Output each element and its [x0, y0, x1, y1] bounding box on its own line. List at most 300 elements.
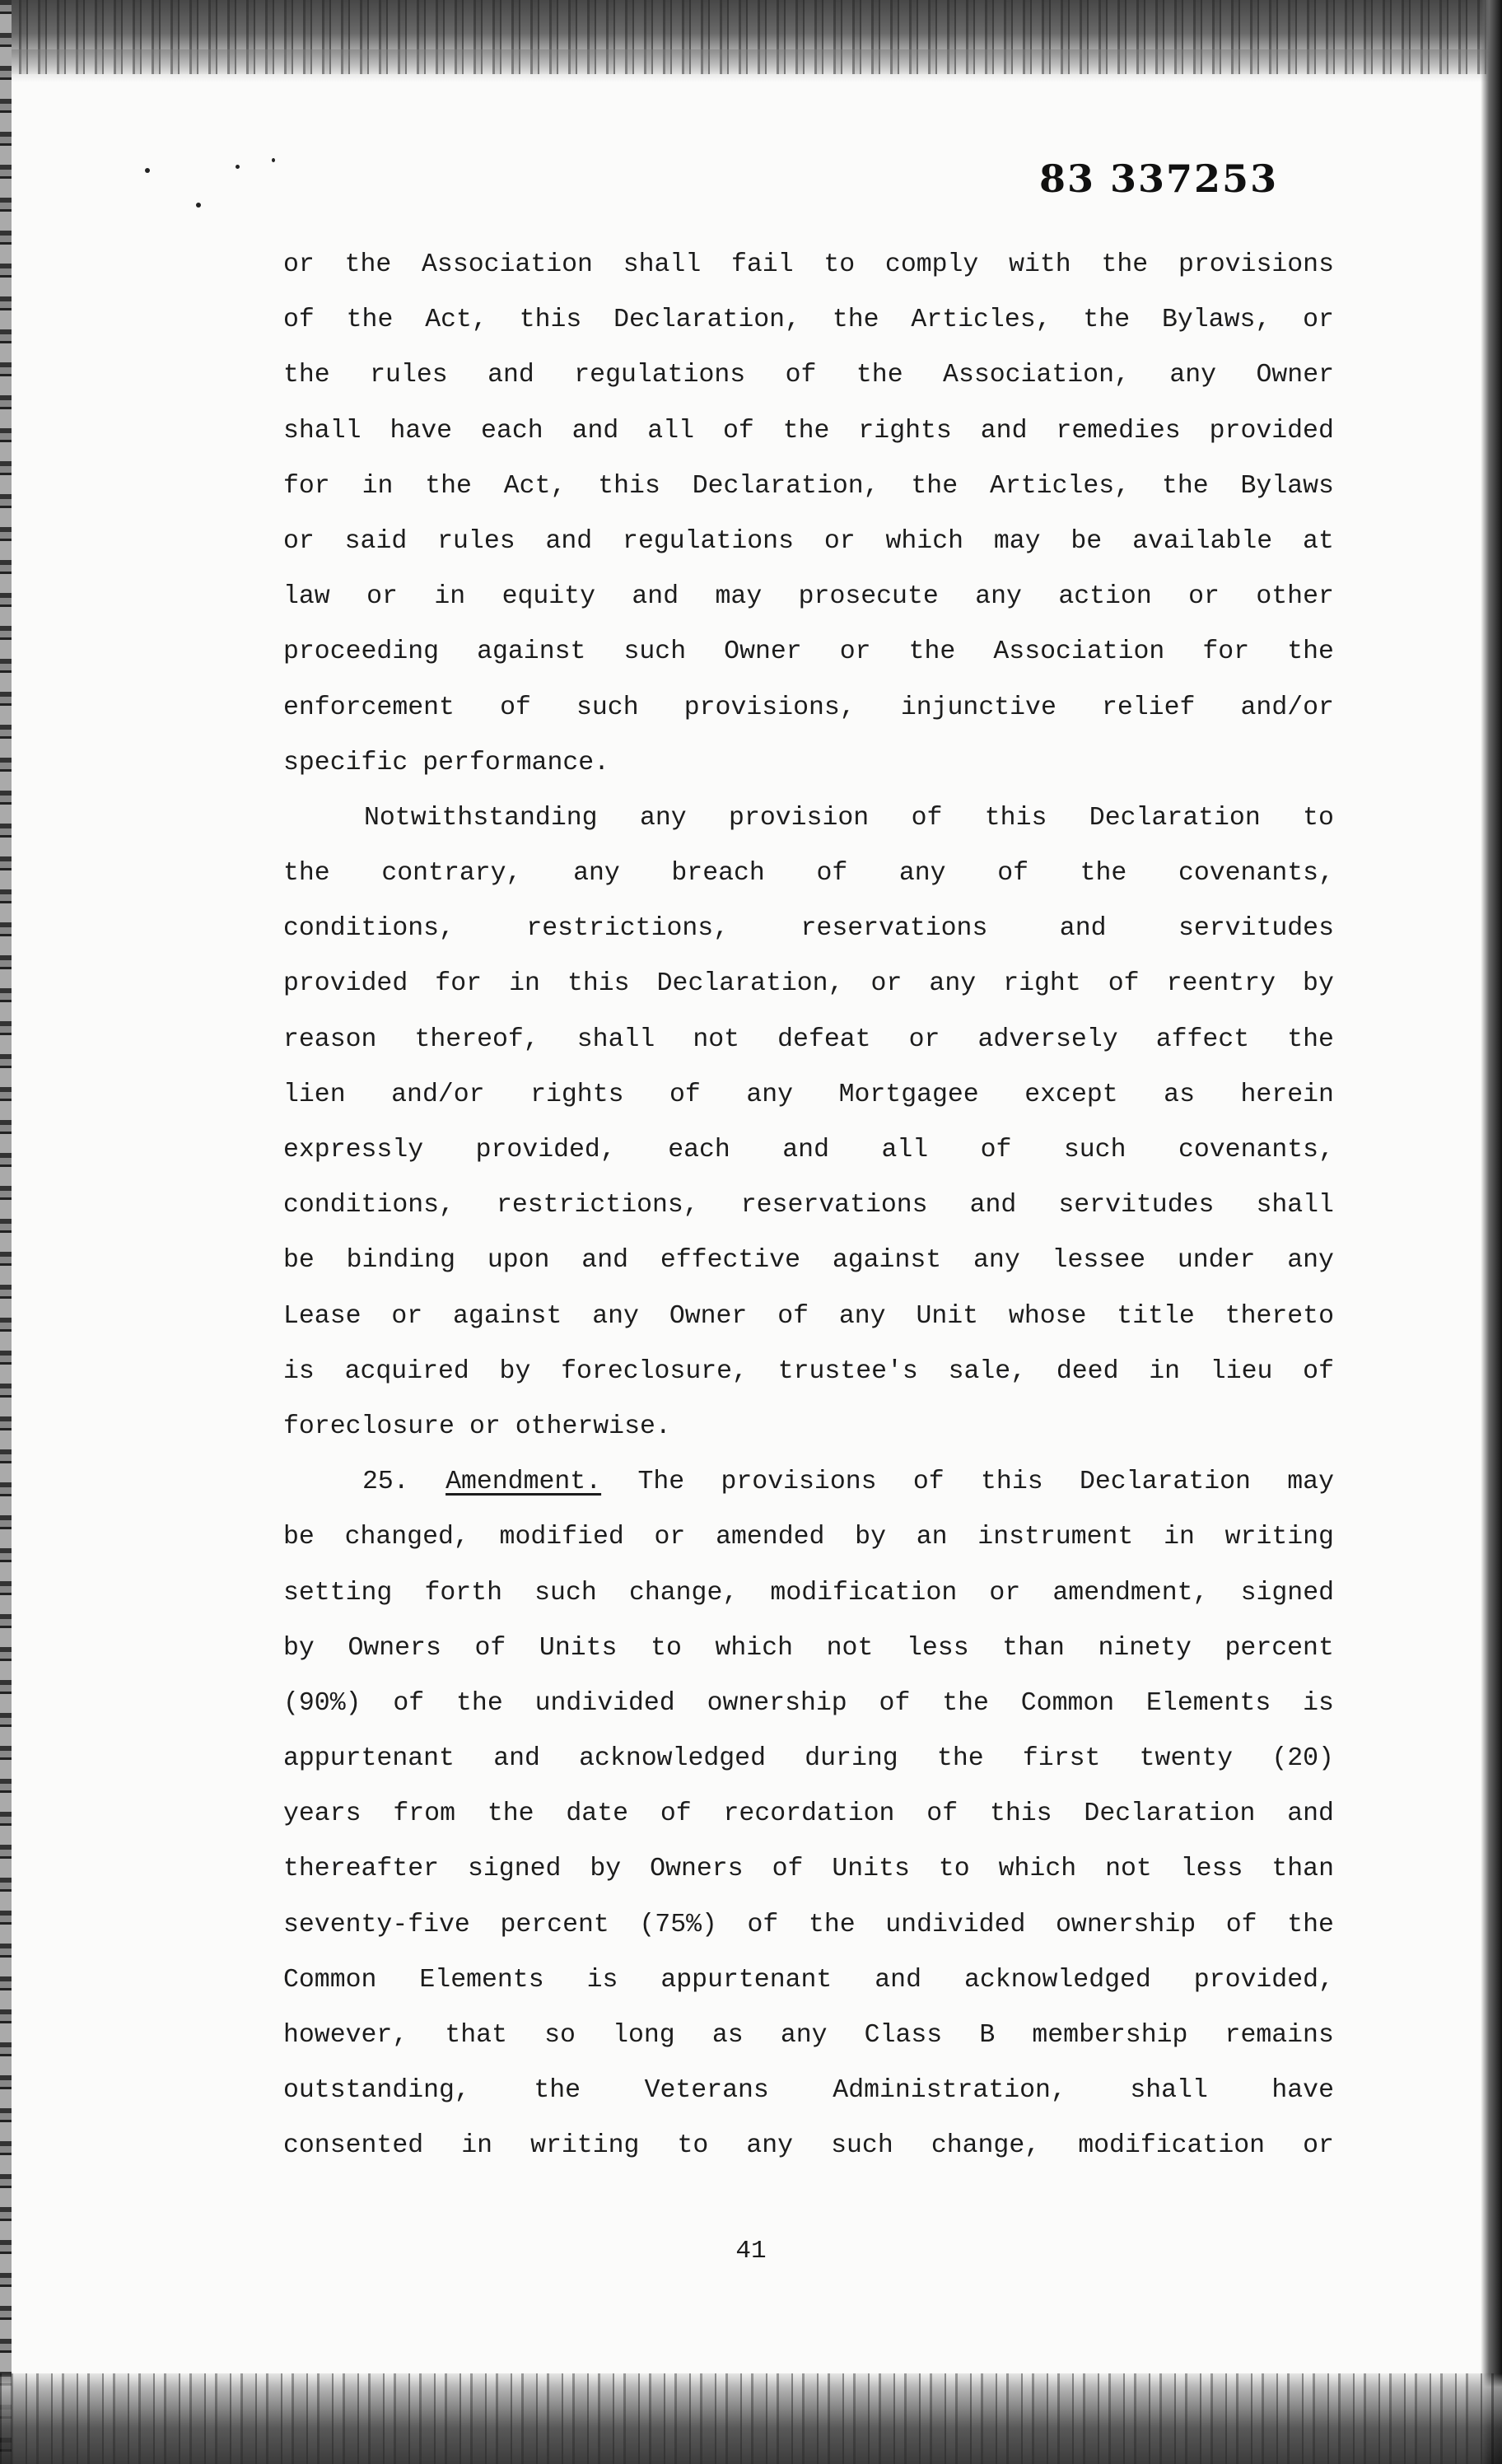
scan-speck: [272, 158, 275, 162]
word: expressly: [283, 1136, 424, 1164]
word: (20): [1271, 1744, 1334, 1774]
word: may: [715, 582, 763, 612]
word: or: [1188, 582, 1220, 612]
word: sale,: [948, 1356, 1027, 1386]
word: this: [981, 1468, 1043, 1497]
scan-speck: [196, 203, 201, 208]
word: Association,: [943, 361, 1130, 390]
text-line: [283, 1676, 1334, 1731]
word: (75%): [639, 1910, 717, 1939]
word: defeat: [777, 1024, 871, 1054]
word: foreclosure: [283, 1412, 455, 1441]
word: and: [1059, 914, 1107, 944]
word: Bylaws: [1240, 471, 1334, 501]
scan-noise-bottom: [0, 2373, 1502, 2464]
word: Declaration: [1080, 1468, 1251, 1497]
word: lessee: [1052, 1246, 1145, 1276]
word: may: [1287, 1468, 1334, 1497]
word: the: [1287, 637, 1334, 667]
text-line: [283, 846, 1334, 901]
word: of: [393, 1688, 425, 1718]
word: writing: [530, 2131, 640, 2161]
word: Lease: [283, 1301, 362, 1331]
text-line: [283, 237, 1334, 292]
word: such: [576, 693, 639, 722]
word: and: [571, 416, 619, 446]
word: title: [1117, 1301, 1195, 1331]
word: The: [637, 1468, 685, 1497]
word: or: [391, 1301, 423, 1331]
word: Mortgagee: [838, 1080, 979, 1109]
scan-speck: [236, 165, 240, 169]
word: reservations: [740, 1191, 928, 1220]
word: reservations: [800, 914, 988, 944]
word: rules: [370, 361, 448, 390]
word: change,: [628, 1578, 739, 1608]
word: Articles,: [989, 471, 1131, 501]
word: of: [747, 1910, 779, 1939]
word: to: [651, 1633, 682, 1663]
word: the: [908, 637, 956, 667]
word: Articles,: [911, 306, 1052, 335]
word: with: [1009, 250, 1071, 279]
text-line: [283, 956, 1334, 1011]
word: Declaration,: [613, 306, 800, 335]
word: outstanding,: [283, 2076, 470, 2106]
word: acknowledged: [963, 1965, 1151, 1995]
text-line: [283, 901, 1334, 956]
word: for: [283, 471, 330, 501]
word: said: [344, 526, 408, 556]
word: in: [509, 969, 540, 999]
word: provisions,: [683, 693, 856, 722]
text-line: [283, 1399, 1334, 1454]
word: conditions,: [283, 914, 455, 944]
word: thereof,: [414, 1024, 539, 1054]
text-line: [283, 624, 1334, 679]
word: Common: [283, 1965, 377, 1995]
word: which: [715, 1633, 794, 1663]
word: of: [1108, 969, 1140, 999]
word: the: [808, 1910, 856, 1939]
word: and/or: [391, 1080, 485, 1109]
word: first: [1022, 1744, 1101, 1774]
word: Declaration: [1089, 803, 1261, 833]
word: shall: [1256, 1191, 1334, 1220]
word: ownership: [707, 1688, 847, 1718]
word: be: [283, 1523, 315, 1552]
word: amended: [716, 1523, 825, 1552]
word: modification: [770, 1578, 958, 1608]
word: during: [805, 1744, 898, 1774]
text-line: [283, 1344, 1334, 1399]
word: enforcement: [283, 693, 455, 722]
word: the: [346, 306, 394, 335]
word: the: [1083, 306, 1131, 335]
word: membership: [1032, 2021, 1188, 2050]
word: the: [1287, 1024, 1334, 1054]
word: or: [823, 526, 856, 556]
word: recordation: [723, 1799, 895, 1829]
word: except: [1024, 1080, 1118, 1109]
word: and: [632, 582, 679, 612]
word: however,: [283, 2021, 408, 2050]
word: such: [534, 1578, 597, 1608]
word: of: [777, 1301, 809, 1331]
word: appurtenant: [660, 1965, 833, 1995]
word: covenants,: [1178, 1136, 1334, 1164]
word: amendment,: [1052, 1578, 1209, 1608]
word: the: [782, 416, 830, 446]
word: Owner: [724, 637, 802, 667]
word: relief: [1101, 693, 1196, 722]
word: consented: [283, 2131, 424, 2161]
word: of: [911, 803, 943, 833]
word: by: [855, 1523, 886, 1552]
text-line: [283, 2008, 1334, 2063]
word: adversely: [977, 1024, 1118, 1054]
word: this: [519, 306, 582, 335]
word: in: [1149, 1356, 1181, 1386]
word: other: [1256, 582, 1334, 612]
word: which: [998, 1855, 1077, 1884]
word: is: [1303, 1688, 1334, 1718]
word: breach: [671, 859, 765, 889]
word: restrictions,: [496, 1191, 699, 1220]
word: setting: [283, 1578, 393, 1608]
word: of: [1303, 1356, 1334, 1386]
word: Units: [832, 1855, 910, 1884]
word: reason: [283, 1024, 377, 1054]
word: lien: [283, 1080, 346, 1109]
word: rules: [437, 526, 515, 556]
word: than: [1271, 1855, 1334, 1884]
word: by: [1303, 969, 1334, 999]
word: law: [283, 582, 330, 612]
word: all: [647, 416, 695, 446]
word: the: [283, 361, 330, 390]
word: this: [989, 1799, 1052, 1829]
word: appurtenant: [283, 1744, 455, 1774]
word: Administration,: [833, 2076, 1066, 2106]
text-line: [283, 2118, 1334, 2173]
word: any: [746, 2131, 794, 2161]
word: any: [838, 1301, 886, 1331]
word: of: [1225, 1910, 1257, 1939]
word: any: [573, 859, 620, 889]
word: of: [500, 693, 531, 722]
word: the: [456, 1688, 503, 1718]
word: action: [1058, 582, 1152, 612]
word: under: [1177, 1246, 1256, 1276]
word: thereto: [1224, 1301, 1334, 1331]
word: twenty: [1139, 1744, 1234, 1774]
word: signed: [1240, 1578, 1334, 1608]
word: regulations: [574, 361, 746, 390]
word: or: [469, 1412, 501, 1441]
word: from: [393, 1799, 455, 1829]
scan-noise-left: [0, 0, 12, 2464]
text-line: [283, 569, 1334, 624]
word: and/or: [1240, 693, 1334, 722]
document-body: [283, 237, 1334, 2174]
document-number: 83 337253: [1039, 156, 1279, 201]
word: fail: [730, 250, 794, 279]
word: that: [445, 2021, 507, 2050]
word: or: [366, 582, 398, 612]
word: changed,: [344, 1523, 469, 1552]
word: Owners: [348, 1633, 441, 1663]
word: any: [780, 2021, 828, 2050]
word: Act,: [425, 306, 487, 335]
text-line: [283, 514, 1334, 569]
word: servitudes: [1058, 1191, 1215, 1220]
word: modified: [499, 1523, 624, 1552]
word: against: [832, 1246, 942, 1276]
word: the: [1101, 250, 1149, 279]
word: undivided: [534, 1688, 675, 1718]
word: servitudes: [1178, 914, 1334, 944]
word: Veterans: [644, 2076, 769, 2106]
word: any: [592, 1301, 639, 1331]
section-number: 25.: [362, 1468, 409, 1497]
word: change,: [931, 2131, 1041, 2161]
word: long: [613, 2021, 675, 2050]
word: of: [912, 1468, 945, 1497]
word: to: [823, 250, 856, 279]
word: any: [975, 582, 1022, 612]
word: for: [435, 969, 483, 999]
word: or: [283, 250, 315, 279]
word: injunctive: [900, 693, 1057, 722]
word: is: [586, 1965, 618, 1995]
word: or: [1303, 2131, 1334, 2161]
word: shall: [623, 250, 702, 279]
text-line: [283, 348, 1334, 403]
word: reentry: [1166, 969, 1276, 999]
word: acquired: [344, 1356, 469, 1386]
word: the: [534, 2076, 581, 2106]
word: provided: [1209, 416, 1334, 446]
text-line: [283, 1786, 1334, 1841]
word: Elements: [419, 1965, 544, 1995]
word: deed: [1056, 1356, 1119, 1386]
word: of: [772, 1855, 804, 1884]
word: to: [677, 2131, 709, 2161]
word: the: [344, 250, 392, 279]
word: provision: [729, 803, 870, 833]
word: Association: [993, 637, 1165, 667]
text-line: [283, 1289, 1334, 1344]
word: in: [362, 471, 394, 501]
word: and: [1287, 1799, 1334, 1829]
word: of: [997, 859, 1029, 889]
word: as: [1164, 1080, 1195, 1109]
word: by: [499, 1356, 531, 1386]
text-line: [283, 1012, 1334, 1067]
word: specific: [283, 748, 408, 777]
word: the: [911, 471, 959, 501]
word: otherwise.: [515, 1412, 671, 1441]
word: or: [283, 526, 315, 556]
word: have: [1271, 2076, 1334, 2106]
word: provisions: [721, 1468, 877, 1497]
word: (90%): [283, 1688, 362, 1718]
word: less: [906, 1633, 969, 1663]
word: such: [1063, 1136, 1126, 1164]
text-line: [283, 459, 1334, 514]
word: Owner: [669, 1301, 748, 1331]
word: this: [984, 803, 1047, 833]
word: shall: [1130, 2076, 1208, 2106]
word: each: [481, 416, 543, 446]
word: any: [973, 1246, 1020, 1276]
word: at: [1303, 526, 1334, 556]
word: by: [590, 1855, 622, 1884]
word: equity: [501, 582, 595, 612]
word: against: [477, 637, 586, 667]
word: right: [1003, 969, 1081, 999]
word: seventy-five: [283, 1910, 470, 1939]
word: any: [898, 859, 946, 889]
text-line: [283, 2063, 1334, 2118]
word: an: [916, 1523, 948, 1552]
word: such: [831, 2131, 893, 2161]
word: by: [283, 1633, 315, 1663]
text-line: [283, 1067, 1334, 1122]
word: which: [885, 526, 963, 556]
word: contrary,: [381, 859, 522, 889]
word: of: [785, 361, 817, 390]
word: and: [782, 1136, 829, 1164]
text-line: [283, 1454, 1334, 1510]
word: Owner: [1256, 361, 1334, 390]
word: be: [1071, 526, 1103, 556]
word: the: [936, 1744, 984, 1774]
word: Declaration: [1084, 1799, 1256, 1829]
word: or: [908, 1024, 940, 1054]
text-line: [283, 1953, 1334, 2008]
word: in: [461, 2131, 493, 2161]
word: comply: [884, 250, 979, 279]
text-line: [283, 791, 1334, 846]
word: Class: [864, 2021, 943, 2050]
word: percent: [500, 1910, 609, 1939]
word: forth: [424, 1578, 502, 1608]
word: restrictions,: [526, 914, 730, 944]
word: than: [1002, 1633, 1065, 1663]
scan-speck: [145, 168, 150, 173]
word: each: [668, 1136, 730, 1164]
word: lieu: [1210, 1356, 1273, 1386]
word: the: [283, 859, 330, 889]
word: foreclosure,: [561, 1356, 748, 1386]
text-line: [283, 1731, 1334, 1786]
text-line: [283, 680, 1334, 735]
word: or: [654, 1523, 686, 1552]
word: not: [693, 1024, 740, 1054]
word: of: [660, 1799, 692, 1829]
word: instrument: [977, 1523, 1134, 1552]
word: prosecute: [798, 582, 939, 612]
text-line: [283, 1122, 1334, 1178]
text-line: [283, 1897, 1334, 1953]
word: rights: [858, 416, 952, 446]
word: the: [832, 306, 879, 335]
word: the: [856, 361, 903, 390]
word: any: [746, 1080, 794, 1109]
word: and: [980, 416, 1028, 446]
word: ownership: [1056, 1910, 1196, 1939]
text-line: [283, 1621, 1334, 1676]
word: conditions,: [283, 1191, 455, 1220]
text-line: [283, 735, 1334, 791]
page-number: 41: [735, 2237, 767, 2266]
word: ninety: [1098, 1633, 1192, 1663]
word: whose: [1008, 1301, 1087, 1331]
text-line: [283, 1566, 1334, 1621]
word: in: [434, 582, 466, 612]
word: Unit: [916, 1301, 979, 1331]
word: not: [1105, 1855, 1152, 1884]
word: not: [826, 1633, 874, 1663]
word: B: [979, 2021, 996, 2050]
text-line: [283, 1233, 1334, 1288]
word: of: [926, 1799, 959, 1829]
word: may: [993, 526, 1041, 556]
word: Units: [539, 1633, 618, 1663]
word: trustee's: [777, 1356, 918, 1386]
word: to: [1303, 803, 1334, 833]
word: provided,: [1193, 1965, 1334, 1995]
word: and: [545, 526, 593, 556]
word: is: [283, 1356, 315, 1386]
word: of: [669, 1080, 701, 1109]
word: of: [474, 1633, 506, 1663]
word: any: [929, 969, 977, 999]
word: any: [1169, 361, 1217, 390]
word: for: [1202, 637, 1250, 667]
word: and: [487, 361, 534, 390]
word: provided: [283, 969, 408, 999]
word: acknowledged: [579, 1744, 766, 1774]
text-line: [283, 1178, 1334, 1233]
word: the: [942, 1688, 989, 1718]
word: or: [839, 637, 871, 667]
text-line: [283, 404, 1334, 459]
word: in: [1164, 1523, 1195, 1552]
scan-noise-top-fade: [0, 49, 1502, 82]
word: the: [1080, 859, 1127, 889]
word: shall: [283, 416, 362, 446]
scan-noise-right: [1481, 0, 1502, 2464]
word: so: [544, 2021, 576, 2050]
word: effective: [660, 1246, 800, 1276]
word: remedies: [1056, 416, 1181, 446]
word: affect: [1155, 1024, 1250, 1054]
word: Declaration,: [656, 969, 844, 999]
word: covenants,: [1178, 859, 1334, 889]
word: the: [1161, 471, 1209, 501]
word: signed: [468, 1855, 562, 1884]
word: available: [1132, 526, 1273, 556]
word: proceeding: [283, 637, 440, 667]
word: percent: [1224, 1633, 1334, 1663]
word: modification: [1078, 2131, 1266, 2161]
word: thereafter: [283, 1855, 440, 1884]
word: date: [566, 1799, 629, 1829]
word: and: [493, 1744, 540, 1774]
